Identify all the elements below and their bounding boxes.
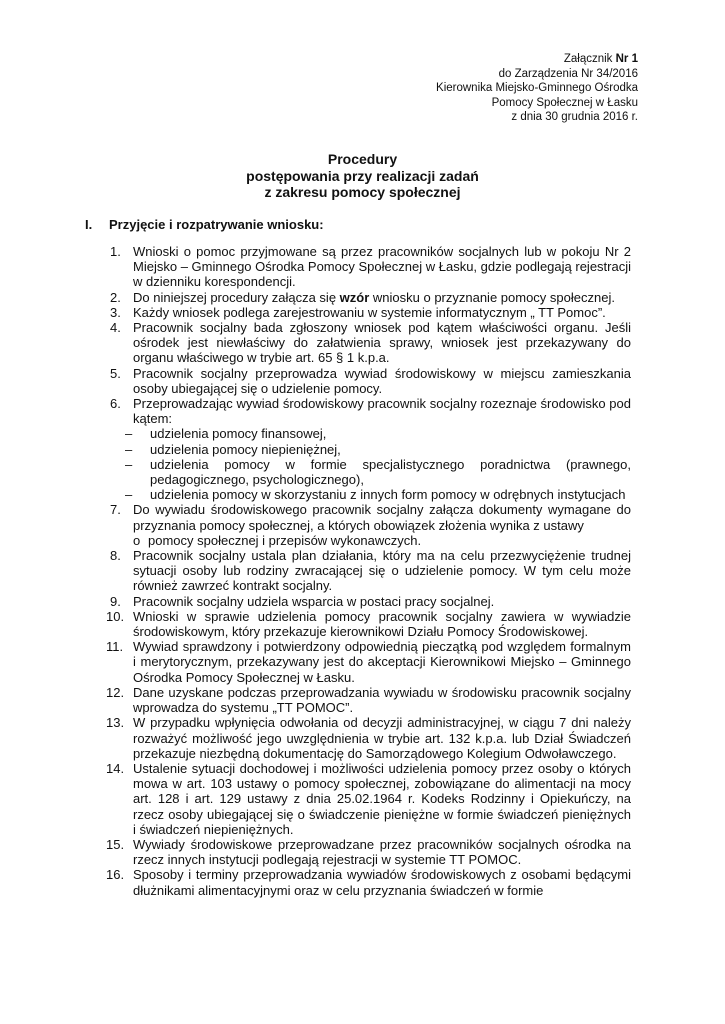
section-number: I. xyxy=(85,217,93,232)
sub-list-item: – udzielenia pomocy niepieniężnej, xyxy=(133,442,631,457)
document-title xyxy=(0,151,725,201)
list-item: 10. Wnioski w sprawie udzielenia pomocy pracownik socjalny zawiera w wywiadzie środowiskowym, który przekazuje kierownikowi Działu Pomocy Środowiskowej. xyxy=(106,608,631,640)
header-line-2: do Zarządzenia Nr 34/2016 xyxy=(498,67,638,80)
list-item: 1. Wnioski o pomoc przyjmowane są przez pracowników socjalnych lub w pokoju Nr 2 Miejsko – Gminnego Ośrodka Pomocy Społecznej w Łasku, gdzie podlegają rejestracji w dzienniku korespondencji. xyxy=(110,244,631,290)
header-line-3: Kierownika Miejsko-Gminnego Ośrodka xyxy=(436,82,638,95)
sub-list-item: – udzielenia pomocy finansowej, xyxy=(133,426,631,441)
procedure-list xyxy=(100,244,631,898)
list-item: 4. Pracownik socjalny bada zgłoszony wniosek pod kątem właściwości organu. Jeśli ośrodek jest niewłaściwy do załatwienia sprawy, wniosek jest przekazywany do organu właściwego w trybie art. 65 § 1 k.p.a. xyxy=(110,320,631,366)
list-item: 12. Dane uzyskane podczas przeprowadzania wywiadu w środowisku pracownik socjalny wprowadza do systemu „TT POMOC”. xyxy=(106,684,631,716)
list-item: 11. Wywiad sprawdzony i potwierdzony odpowiednią pieczątką pod względem formalnym i merytorycznym, przekazywany jest do akceptacji Kierownikowi Miejsko – Gminnego Ośrodka Pomocy Społecznej w Łasku. xyxy=(106,639,631,685)
list-item: 13. W przypadku wpłynięcia odwołania od decyzji administracyjnej, w ciągu 7 dni należy rozważyć możliwość jego uwzględnienia w trybie art. 132 k.p.a. lub Dział Świadczeń przekazuje niezbędną dokumentację do Samorządowego Kolegium Odwoławczego. xyxy=(106,715,631,761)
sub-list xyxy=(133,426,631,502)
header-line-4: Pomocy Społecznej w Łasku xyxy=(491,96,638,109)
attachment-header xyxy=(436,52,638,125)
list-item: 7. Do wywiadu środowiskowego pracownik socjalny załącza dokumenty wymagane do przyznania pomocy społecznej, a których obowiązek złożenia wynika z ustawy o pomocy społecznej i przepisów wykonawczych. xyxy=(110,502,631,548)
sub-list-item: – udzielenia pomocy w skorzystaniu z innych form pomocy w odrębnych instytucjach xyxy=(133,487,631,502)
title-line-2: postępowania przy realizacji zadań xyxy=(246,167,479,184)
section-title: Przyjęcie i rozpatrywanie wniosku: xyxy=(109,217,324,232)
list-item: 8. Pracownik socjalny ustala plan działania, który ma na celu przezwyciężenie trudnej sytuacji osoby lub rodziny zwracającej się o udzielenie pomocy. W tym celu może również zawrzeć kontrakt socjalny. xyxy=(110,548,631,594)
list-item: 2. Do niniejszej procedury załącza się wzór wniosku o przyznanie pomocy społecznej. xyxy=(110,289,615,305)
list-item: 6. Przeprowadzając wywiad środowiskowy pracownik socjalny rozeznaje środowisko pod kątem: – udzielenia pomocy finansowej, – udzielenia pomocy niepieniężnej, – udzielenia pomocy w formie specjalistycznego poradnictwa (prawnego, pedagogicznego, psychologicznego), – udzielenia pomocy w skorzystaniu z innych form pomocy w odrębnych instytucjach xyxy=(100,396,631,502)
list-item: 3. Każdy wniosek podlega zarejestrowaniu w systemie informatycznym „ TT Pomoc”. xyxy=(110,304,606,320)
header-line-5: z dnia 30 grudnia 2016 r. xyxy=(511,111,638,124)
section-heading xyxy=(85,217,324,232)
list-item: 15. Wywiady środowiskowe przeprowadzane przez pracowników socjalnych ośrodka na rzecz innych instytucji podlegają rejestracji w systemie TT POMOC. xyxy=(106,836,631,868)
header-line-1: Załącznik Nr 1 xyxy=(563,53,638,65)
title-line-3: z zakresu pomocy społecznej xyxy=(264,184,461,200)
sub-list-item: – udzielenia pomocy w formie specjalistycznego poradnictwa (prawnego, pedagogicznego, psychologicznego), xyxy=(133,457,631,487)
list-item: 14. Ustalenie sytuacji dochodowej i możliwości udzielenia pomocy przez osoby o których mowa w art. 103 ustawy o pomocy społecznej, zobowiązane do alimentacji na mocy art. 128 i art. 129 ustawy z dnia 25.02.1964 r. Kodeks Rodzinny i Opiekuńczy, na rzecz osoby ubiegającej się o świadczenie pieniężne w formie świadczeń pieniężnych i świadczeń niepieniężnych. xyxy=(106,760,631,837)
list-item: 9. Pracownik socjalny udziela wsparcia w postaci pracy socjalnej. xyxy=(110,593,495,609)
title-line-1: Procedury xyxy=(327,151,398,167)
list-item: 16. Sposoby i terminy przeprowadzania wywiadów środowiskowych z osobami będącymi dłużnikami alimentacyjnymi oraz w celu przyznania świadczeń w formie xyxy=(106,867,631,898)
list-item: 5. Pracownik socjalny przeprowadza wywiad środowiskowy w miejscu zamieszkania osoby ubiegającej się o udzielenie pomocy. xyxy=(110,365,631,396)
